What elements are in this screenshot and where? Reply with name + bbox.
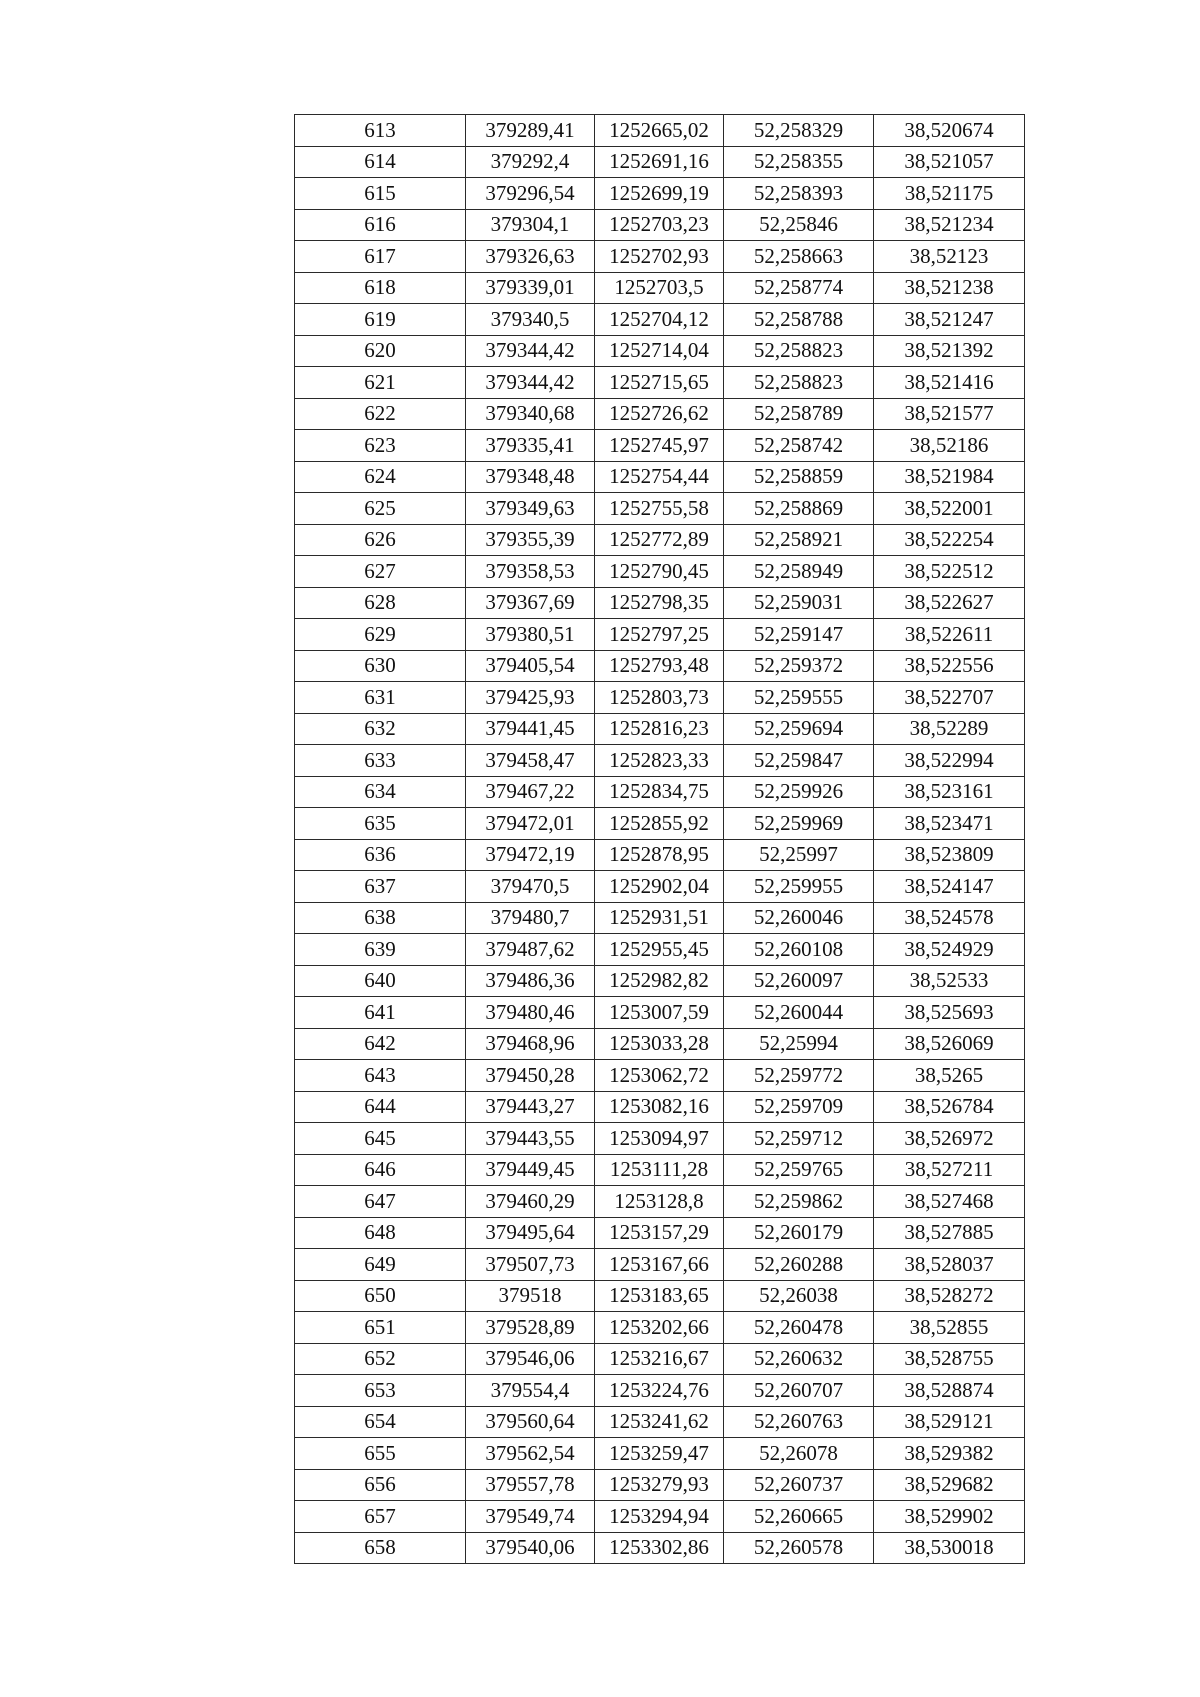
table-row xyxy=(295,178,1025,210)
table-cell: 631 xyxy=(295,682,466,714)
table-cell: 38,522611 xyxy=(874,619,1025,651)
table-row xyxy=(295,1312,1025,1344)
table-cell: 38,522001 xyxy=(874,493,1025,525)
table-cell: 52,258355 xyxy=(724,146,874,178)
table-cell: 1252714,04 xyxy=(595,335,724,367)
table-cell: 379296,54 xyxy=(466,178,595,210)
table-cell: 1252823,33 xyxy=(595,745,724,777)
table-cell: 52,259147 xyxy=(724,619,874,651)
table-cell: 648 xyxy=(295,1217,466,1249)
table-cell: 379367,69 xyxy=(466,587,595,619)
table-cell: 52,260288 xyxy=(724,1249,874,1281)
table-cell: 38,521392 xyxy=(874,335,1025,367)
table-cell: 52,258788 xyxy=(724,304,874,336)
table-cell: 52,25846 xyxy=(724,209,874,241)
table-row xyxy=(295,902,1025,934)
table-cell: 643 xyxy=(295,1060,466,1092)
table-cell: 52,258823 xyxy=(724,367,874,399)
table-cell: 52,26078 xyxy=(724,1438,874,1470)
table-cell: 625 xyxy=(295,493,466,525)
table-row xyxy=(295,1186,1025,1218)
table-cell: 379358,53 xyxy=(466,556,595,588)
table-cell: 379468,96 xyxy=(466,1028,595,1060)
table-cell: 650 xyxy=(295,1280,466,1312)
table-cell: 617 xyxy=(295,241,466,273)
table-cell: 52,259712 xyxy=(724,1123,874,1155)
table-cell: 52,258742 xyxy=(724,430,874,462)
table-cell: 379518 xyxy=(466,1280,595,1312)
table-cell: 379355,39 xyxy=(466,524,595,556)
table-cell: 38,529682 xyxy=(874,1469,1025,1501)
table-cell: 636 xyxy=(295,839,466,871)
table-row xyxy=(295,524,1025,556)
table-cell: 52,25997 xyxy=(724,839,874,871)
table-cell: 38,525693 xyxy=(874,997,1025,1029)
table-row xyxy=(295,839,1025,871)
table-cell: 52,258869 xyxy=(724,493,874,525)
table-cell: 52,260763 xyxy=(724,1406,874,1438)
table-cell: 379380,51 xyxy=(466,619,595,651)
table-cell: 641 xyxy=(295,997,466,1029)
table-cell: 379289,41 xyxy=(466,115,595,147)
table-cell: 1253062,72 xyxy=(595,1060,724,1092)
table-row xyxy=(295,776,1025,808)
table-cell: 379528,89 xyxy=(466,1312,595,1344)
table-cell: 38,523471 xyxy=(874,808,1025,840)
table-cell: 52,259372 xyxy=(724,650,874,682)
table-row xyxy=(295,1375,1025,1407)
table-cell: 52,258329 xyxy=(724,115,874,147)
table-cell: 379441,45 xyxy=(466,713,595,745)
table-cell: 1252902,04 xyxy=(595,871,724,903)
table-cell: 52,259926 xyxy=(724,776,874,808)
table-cell: 52,258663 xyxy=(724,241,874,273)
table-cell: 1253183,65 xyxy=(595,1280,724,1312)
table-cell: 379480,46 xyxy=(466,997,595,1029)
table-cell: 379339,01 xyxy=(466,272,595,304)
table-cell: 618 xyxy=(295,272,466,304)
table-cell: 619 xyxy=(295,304,466,336)
table-cell: 1252703,5 xyxy=(595,272,724,304)
table-cell: 653 xyxy=(295,1375,466,1407)
table-cell: 1252790,45 xyxy=(595,556,724,588)
table-cell: 38,522512 xyxy=(874,556,1025,588)
table-cell: 52,259555 xyxy=(724,682,874,714)
table-row xyxy=(295,934,1025,966)
table-cell: 615 xyxy=(295,178,466,210)
table-cell: 379557,78 xyxy=(466,1469,595,1501)
table-row xyxy=(295,1343,1025,1375)
table-cell: 52,260707 xyxy=(724,1375,874,1407)
table-cell: 38,522254 xyxy=(874,524,1025,556)
table-cell: 38,529121 xyxy=(874,1406,1025,1438)
table-cell: 38,521577 xyxy=(874,398,1025,430)
table-cell: 379495,64 xyxy=(466,1217,595,1249)
table-cell: 38,526069 xyxy=(874,1028,1025,1060)
table-cell: 379458,47 xyxy=(466,745,595,777)
table-cell: 1252745,97 xyxy=(595,430,724,462)
table-cell: 52,258393 xyxy=(724,178,874,210)
table-cell: 645 xyxy=(295,1123,466,1155)
table-cell: 38,527211 xyxy=(874,1154,1025,1186)
table-cell: 379292,4 xyxy=(466,146,595,178)
table-cell: 38,521247 xyxy=(874,304,1025,336)
table-row xyxy=(295,808,1025,840)
table-cell: 52,258789 xyxy=(724,398,874,430)
table-row xyxy=(295,745,1025,777)
table-cell: 52,260044 xyxy=(724,997,874,1029)
table-cell: 38,52533 xyxy=(874,965,1025,997)
table-cell: 379344,42 xyxy=(466,367,595,399)
table-row xyxy=(295,1501,1025,1533)
table-cell: 379450,28 xyxy=(466,1060,595,1092)
table-row xyxy=(295,619,1025,651)
table-cell: 38,529382 xyxy=(874,1438,1025,1470)
table-cell: 379335,41 xyxy=(466,430,595,462)
table-cell: 1252878,95 xyxy=(595,839,724,871)
table-cell: 1253241,62 xyxy=(595,1406,724,1438)
table-cell: 379467,22 xyxy=(466,776,595,808)
table-cell: 52,260046 xyxy=(724,902,874,934)
table-cell: 1252726,62 xyxy=(595,398,724,430)
table-cell: 38,52123 xyxy=(874,241,1025,273)
table-cell: 1252803,73 xyxy=(595,682,724,714)
table-row xyxy=(295,682,1025,714)
table-cell: 379540,06 xyxy=(466,1532,595,1564)
table-cell: 52,260665 xyxy=(724,1501,874,1533)
table-cell: 1253033,28 xyxy=(595,1028,724,1060)
table-cell: 1252931,51 xyxy=(595,902,724,934)
table-cell: 379486,36 xyxy=(466,965,595,997)
table-cell: 658 xyxy=(295,1532,466,1564)
table-cell: 52,260179 xyxy=(724,1217,874,1249)
table-cell: 52,259772 xyxy=(724,1060,874,1092)
table-cell: 1253279,93 xyxy=(595,1469,724,1501)
table-cell: 379425,93 xyxy=(466,682,595,714)
table-row xyxy=(295,115,1025,147)
table-cell: 1253111,28 xyxy=(595,1154,724,1186)
table-cell: 637 xyxy=(295,871,466,903)
table-row xyxy=(295,272,1025,304)
table-cell: 654 xyxy=(295,1406,466,1438)
table-cell: 52,26038 xyxy=(724,1280,874,1312)
table-cell: 38,521057 xyxy=(874,146,1025,178)
table-cell: 647 xyxy=(295,1186,466,1218)
table-cell: 629 xyxy=(295,619,466,651)
table-cell: 1252855,92 xyxy=(595,808,724,840)
table-cell: 38,522994 xyxy=(874,745,1025,777)
table-cell: 38,52855 xyxy=(874,1312,1025,1344)
table-cell: 1252715,65 xyxy=(595,367,724,399)
table-cell: 52,259955 xyxy=(724,871,874,903)
table-cell: 379349,63 xyxy=(466,493,595,525)
table-cell: 379348,48 xyxy=(466,461,595,493)
table-row xyxy=(295,430,1025,462)
table-cell: 379460,29 xyxy=(466,1186,595,1218)
table-row xyxy=(295,965,1025,997)
table-cell: 38,528755 xyxy=(874,1343,1025,1375)
table-cell: 1252772,89 xyxy=(595,524,724,556)
table-cell: 1252834,75 xyxy=(595,776,724,808)
table-cell: 1252982,82 xyxy=(595,965,724,997)
table-row xyxy=(295,1280,1025,1312)
coordinates-table-body xyxy=(295,115,1025,1564)
table-row xyxy=(295,1060,1025,1092)
table-row xyxy=(295,1028,1025,1060)
table-cell: 630 xyxy=(295,650,466,682)
table-cell: 1253302,86 xyxy=(595,1532,724,1564)
table-cell: 38,529902 xyxy=(874,1501,1025,1533)
table-row xyxy=(295,461,1025,493)
table-cell: 379560,64 xyxy=(466,1406,595,1438)
table-cell: 38,530018 xyxy=(874,1532,1025,1564)
table-cell: 1253202,66 xyxy=(595,1312,724,1344)
table-cell: 622 xyxy=(295,398,466,430)
table-cell: 38,521416 xyxy=(874,367,1025,399)
table-cell: 620 xyxy=(295,335,466,367)
table-cell: 1252798,35 xyxy=(595,587,724,619)
table-cell: 38,5265 xyxy=(874,1060,1025,1092)
table-cell: 638 xyxy=(295,902,466,934)
table-cell: 379340,5 xyxy=(466,304,595,336)
table-cell: 52,259862 xyxy=(724,1186,874,1218)
table-cell: 379405,54 xyxy=(466,650,595,682)
table-cell: 626 xyxy=(295,524,466,556)
table-cell: 655 xyxy=(295,1438,466,1470)
table-cell: 1253259,47 xyxy=(595,1438,724,1470)
table-cell: 52,260108 xyxy=(724,934,874,966)
table-row xyxy=(295,1532,1025,1564)
table-cell: 379472,19 xyxy=(466,839,595,871)
table-row xyxy=(295,241,1025,273)
table-cell: 38,521984 xyxy=(874,461,1025,493)
table-cell: 1252797,25 xyxy=(595,619,724,651)
table-cell: 38,52289 xyxy=(874,713,1025,745)
table-cell: 379470,5 xyxy=(466,871,595,903)
coordinates-table xyxy=(294,114,1025,1564)
table-cell: 52,258949 xyxy=(724,556,874,588)
table-row xyxy=(295,650,1025,682)
table-cell: 1253082,16 xyxy=(595,1091,724,1123)
table-cell: 52,260632 xyxy=(724,1343,874,1375)
table-cell: 38,526784 xyxy=(874,1091,1025,1123)
table-row xyxy=(295,587,1025,619)
table-cell: 38,522707 xyxy=(874,682,1025,714)
table-cell: 38,528272 xyxy=(874,1280,1025,1312)
table-cell: 1252691,16 xyxy=(595,146,724,178)
table-cell: 38,522556 xyxy=(874,650,1025,682)
table-cell: 639 xyxy=(295,934,466,966)
table-cell: 1253294,94 xyxy=(595,1501,724,1533)
table-cell: 613 xyxy=(295,115,466,147)
table-cell: 52,259969 xyxy=(724,808,874,840)
table-cell: 633 xyxy=(295,745,466,777)
table-cell: 1253128,8 xyxy=(595,1186,724,1218)
table-cell: 379562,54 xyxy=(466,1438,595,1470)
table-cell: 1252702,93 xyxy=(595,241,724,273)
table-row xyxy=(295,398,1025,430)
table-cell: 621 xyxy=(295,367,466,399)
table-cell: 624 xyxy=(295,461,466,493)
table-cell: 52,258774 xyxy=(724,272,874,304)
table-cell: 627 xyxy=(295,556,466,588)
table-cell: 632 xyxy=(295,713,466,745)
table-cell: 38,521175 xyxy=(874,178,1025,210)
table-cell: 52,260578 xyxy=(724,1532,874,1564)
table-cell: 52,258921 xyxy=(724,524,874,556)
table-row xyxy=(295,367,1025,399)
table-row xyxy=(295,304,1025,336)
table-row xyxy=(295,1154,1025,1186)
table-cell: 38,521234 xyxy=(874,209,1025,241)
table-cell: 379480,7 xyxy=(466,902,595,934)
table-row xyxy=(295,1217,1025,1249)
table-cell: 646 xyxy=(295,1154,466,1186)
table-cell: 52,260478 xyxy=(724,1312,874,1344)
table-cell: 38,528874 xyxy=(874,1375,1025,1407)
table-cell: 38,523161 xyxy=(874,776,1025,808)
table-cell: 1252703,23 xyxy=(595,209,724,241)
table-cell: 656 xyxy=(295,1469,466,1501)
table-cell: 38,522627 xyxy=(874,587,1025,619)
table-cell: 52,259694 xyxy=(724,713,874,745)
table-cell: 379472,01 xyxy=(466,808,595,840)
table-row xyxy=(295,1438,1025,1470)
table-cell: 52,25994 xyxy=(724,1028,874,1060)
table-cell: 379507,73 xyxy=(466,1249,595,1281)
table-cell: 52,258823 xyxy=(724,335,874,367)
table-cell: 614 xyxy=(295,146,466,178)
table-cell: 642 xyxy=(295,1028,466,1060)
table-cell: 52,260737 xyxy=(724,1469,874,1501)
table-cell: 38,528037 xyxy=(874,1249,1025,1281)
table-cell: 38,523809 xyxy=(874,839,1025,871)
table-cell: 38,524147 xyxy=(874,871,1025,903)
table-cell: 38,524929 xyxy=(874,934,1025,966)
table-cell: 1253216,67 xyxy=(595,1343,724,1375)
table-cell: 38,521238 xyxy=(874,272,1025,304)
table-cell: 1253007,59 xyxy=(595,997,724,1029)
table-row xyxy=(295,871,1025,903)
table-row xyxy=(295,556,1025,588)
table-cell: 1252754,44 xyxy=(595,461,724,493)
table-cell: 52,260097 xyxy=(724,965,874,997)
table-cell: 1253094,97 xyxy=(595,1123,724,1155)
table-cell: 635 xyxy=(295,808,466,840)
table-row xyxy=(295,1091,1025,1123)
table-cell: 628 xyxy=(295,587,466,619)
table-cell: 52,259031 xyxy=(724,587,874,619)
table-cell: 379546,06 xyxy=(466,1343,595,1375)
table-cell: 379326,63 xyxy=(466,241,595,273)
table-cell: 38,526972 xyxy=(874,1123,1025,1155)
table-cell: 1252665,02 xyxy=(595,115,724,147)
table-row xyxy=(295,1249,1025,1281)
table-cell: 38,527468 xyxy=(874,1186,1025,1218)
table-cell: 657 xyxy=(295,1501,466,1533)
table-cell: 379443,27 xyxy=(466,1091,595,1123)
table-cell: 616 xyxy=(295,209,466,241)
table-cell: 379344,42 xyxy=(466,335,595,367)
table-cell: 1253157,29 xyxy=(595,1217,724,1249)
table-cell: 52,258859 xyxy=(724,461,874,493)
table-row xyxy=(295,1406,1025,1438)
table-cell: 1252755,58 xyxy=(595,493,724,525)
table-cell: 379340,68 xyxy=(466,398,595,430)
table-cell: 379549,74 xyxy=(466,1501,595,1533)
table-cell: 649 xyxy=(295,1249,466,1281)
table-cell: 634 xyxy=(295,776,466,808)
table-cell: 38,52186 xyxy=(874,430,1025,462)
table-cell: 52,259765 xyxy=(724,1154,874,1186)
table-row xyxy=(295,146,1025,178)
table-cell: 379304,1 xyxy=(466,209,595,241)
table-cell: 1253167,66 xyxy=(595,1249,724,1281)
table-cell: 38,520674 xyxy=(874,115,1025,147)
table-cell: 52,259709 xyxy=(724,1091,874,1123)
table-cell: 379449,45 xyxy=(466,1154,595,1186)
table-cell: 1252955,45 xyxy=(595,934,724,966)
table-cell: 1252704,12 xyxy=(595,304,724,336)
table-row xyxy=(295,1123,1025,1155)
table-cell: 1252793,48 xyxy=(595,650,724,682)
table-cell: 1252816,23 xyxy=(595,713,724,745)
table-cell: 379487,62 xyxy=(466,934,595,966)
table-cell: 623 xyxy=(295,430,466,462)
table-cell: 379554,4 xyxy=(466,1375,595,1407)
table-cell: 52,259847 xyxy=(724,745,874,777)
table-cell: 652 xyxy=(295,1343,466,1375)
table-cell: 1252699,19 xyxy=(595,178,724,210)
table-row xyxy=(295,1469,1025,1501)
table-row xyxy=(295,335,1025,367)
table-cell: 1253224,76 xyxy=(595,1375,724,1407)
table-row xyxy=(295,209,1025,241)
table-cell: 651 xyxy=(295,1312,466,1344)
table-cell: 38,527885 xyxy=(874,1217,1025,1249)
table-cell: 38,524578 xyxy=(874,902,1025,934)
table-cell: 644 xyxy=(295,1091,466,1123)
table-cell: 379443,55 xyxy=(466,1123,595,1155)
table-row xyxy=(295,493,1025,525)
table-cell: 640 xyxy=(295,965,466,997)
table-row xyxy=(295,713,1025,745)
table-row xyxy=(295,997,1025,1029)
